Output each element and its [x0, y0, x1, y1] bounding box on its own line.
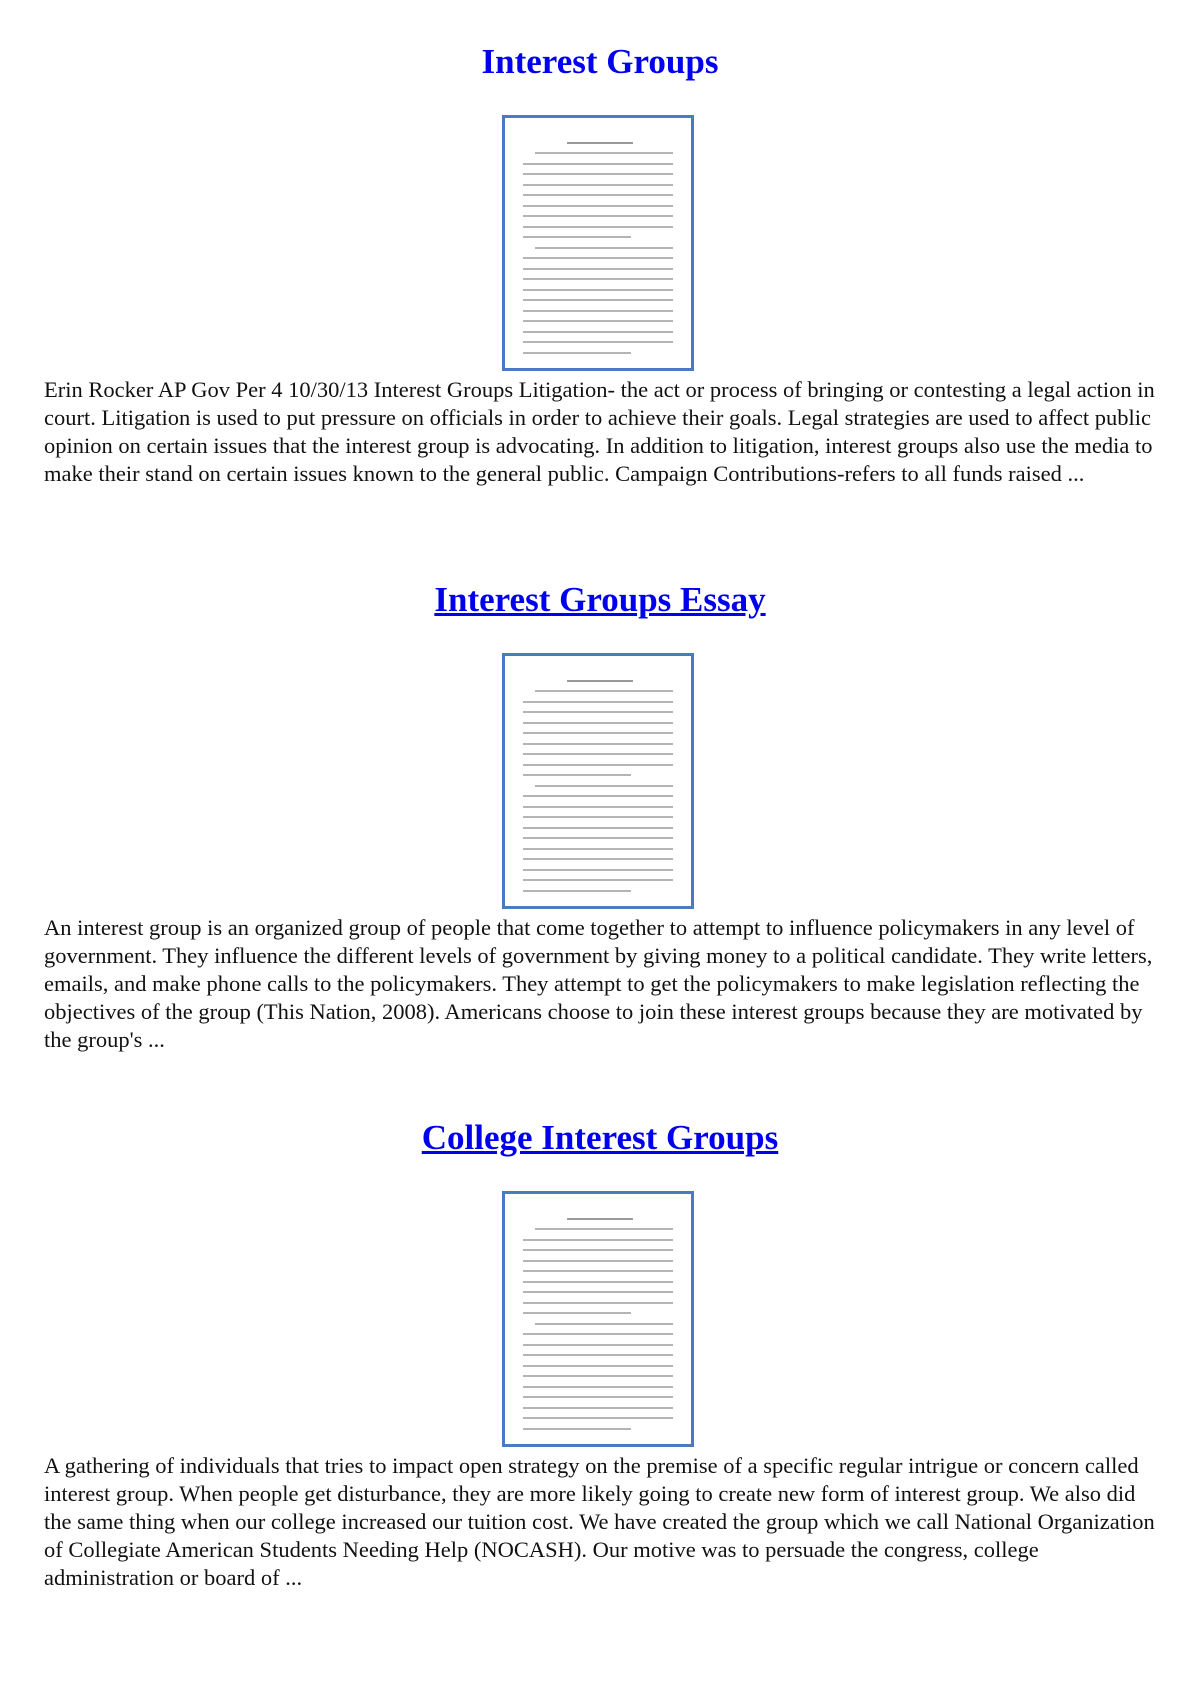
- thumbnail-text-line: [523, 1333, 673, 1335]
- thumbnail-text-line: [535, 1228, 673, 1230]
- thumbnail-text-line: [523, 194, 673, 196]
- entry-excerpt: A gathering of individuals that tries to impact open strategy on the premise of a specific regular intrigue or concern called interest group. When people get disturbance, they are more likely going to create new form of interest group. We also did the same thing when our college increased our tuition cost. We have created the group which we call National Organization of Collegiate American Students Needing Help (NOCASH). Our motive was to persuade the congress, college administration or board of ...: [44, 1453, 1155, 1590]
- thumbnail-text-line: [523, 320, 673, 322]
- thumbnail-text-line: [523, 1260, 673, 1262]
- thumbnail-text-line: [523, 858, 673, 860]
- thumbnail-text-line: [523, 352, 631, 354]
- entry-excerpt: An interest group is an organized group of people that come together to attempt to influence policymakers in any level of government. They influence the different levels of government by giving money to a political candidate. They write letters, emails, and make phone calls to the policymakers. They attempt to get the policymakers to make legislation reflecting the objectives of the group (This Nation, 2008). Americans choose to join these interest groups because they are motivated by the group's ...: [44, 915, 1153, 1052]
- thumbnail-text-line: [523, 205, 673, 207]
- thumbnail-text-line: [523, 732, 673, 734]
- thumbnail-text-line: [523, 1281, 673, 1283]
- entry-title-link[interactable]: Interest Groups Essay: [434, 580, 766, 619]
- thumbnail-text-line: [523, 1249, 673, 1251]
- document-thumbnail-icon[interactable]: [502, 115, 694, 371]
- thumbnail-text-line: [523, 869, 673, 871]
- thumbnail-text-line: [535, 247, 673, 249]
- thumbnail-text-line: [523, 1291, 673, 1293]
- thumbnail-text-line: [523, 173, 673, 175]
- thumbnail-text-line: [523, 215, 673, 217]
- thumbnail-title-line: [567, 142, 633, 144]
- thumbnail-text-line: [523, 795, 673, 797]
- thumbnail-text-line: [523, 1375, 673, 1377]
- thumbnail-text-line: [523, 837, 673, 839]
- thumbnail-text-line: [523, 278, 673, 280]
- thumbnail-text-line: [523, 1270, 673, 1272]
- thumbnail-text-line: [523, 310, 673, 312]
- entry-excerpt: Erin Rocker AP Gov Per 4 10/30/13 Interest Groups Litigation- the act or process of bringing or contesting a legal action in court. Litigation is used to put pressure on officials in order to achieve their goals. Legal strategies are used to affect public opinion on certain issues that the interest group is advocating. In addition to litigation, interest groups also use the media to make their stand on certain issues known to the general public. Campaign Contributions-refers to all funds raised ...: [44, 377, 1155, 486]
- thumbnail-text-line: [523, 1396, 673, 1398]
- thumbnail-text-line: [535, 1323, 673, 1325]
- thumbnail-text-line: [523, 827, 673, 829]
- entry-title-link[interactable]: College Interest Groups: [421, 1118, 779, 1157]
- thumbnail-text-line: [523, 163, 673, 165]
- thumbnail-text-line: [523, 289, 673, 291]
- thumbnail-text-line: [523, 331, 673, 333]
- thumbnail-text-line: [523, 1417, 673, 1419]
- thumbnail-text-line: [523, 1344, 673, 1346]
- thumbnail-text-line: [523, 184, 673, 186]
- thumbnail-text-line: [535, 785, 673, 787]
- thumbnail-text-line: [523, 1354, 673, 1356]
- entry-3-title-wrap: [0, 1118, 1200, 1158]
- thumbnail-text-line: [523, 1407, 673, 1409]
- document-thumbnail-icon[interactable]: [502, 1191, 694, 1447]
- thumbnail-text-line: [523, 257, 673, 259]
- thumbnail-text-line: [523, 226, 673, 228]
- thumbnail-text-line: [523, 341, 673, 343]
- thumbnail-text-line: [523, 764, 673, 766]
- thumbnail-text-line: [523, 753, 673, 755]
- thumbnail-text-line: [523, 816, 673, 818]
- thumbnail-text-line: [523, 848, 673, 850]
- document-thumbnail-icon[interactable]: [502, 653, 694, 909]
- thumbnail-text-line: [523, 1239, 673, 1241]
- thumbnail-text-line: [535, 152, 673, 154]
- entry-title-link[interactable]: Interest Groups: [481, 42, 719, 81]
- thumbnail-text-line: [523, 743, 673, 745]
- thumbnail-text-line: [523, 268, 673, 270]
- thumbnail-text-line: [523, 299, 673, 301]
- thumbnail-text-line: [523, 890, 631, 892]
- thumbnail-text-line: [523, 879, 673, 881]
- thumbnail-text-line: [535, 690, 673, 692]
- thumbnail-text-line: [523, 806, 673, 808]
- thumbnail-text-line: [523, 1428, 631, 1430]
- thumbnail-text-line: [523, 711, 673, 713]
- thumbnail-text-line: [523, 701, 673, 703]
- entry-2-title-wrap: [0, 580, 1200, 620]
- thumbnail-title-line: [567, 680, 633, 682]
- thumbnail-text-line: [523, 1365, 673, 1367]
- thumbnail-text-line: [523, 1312, 631, 1314]
- thumbnail-text-line: [523, 236, 631, 238]
- thumbnail-text-line: [523, 722, 673, 724]
- thumbnail-text-line: [523, 774, 631, 776]
- entry-1-title-wrap: [0, 42, 1200, 82]
- thumbnail-text-line: [523, 1386, 673, 1388]
- thumbnail-text-line: [523, 1302, 673, 1304]
- thumbnail-title-line: [567, 1218, 633, 1220]
